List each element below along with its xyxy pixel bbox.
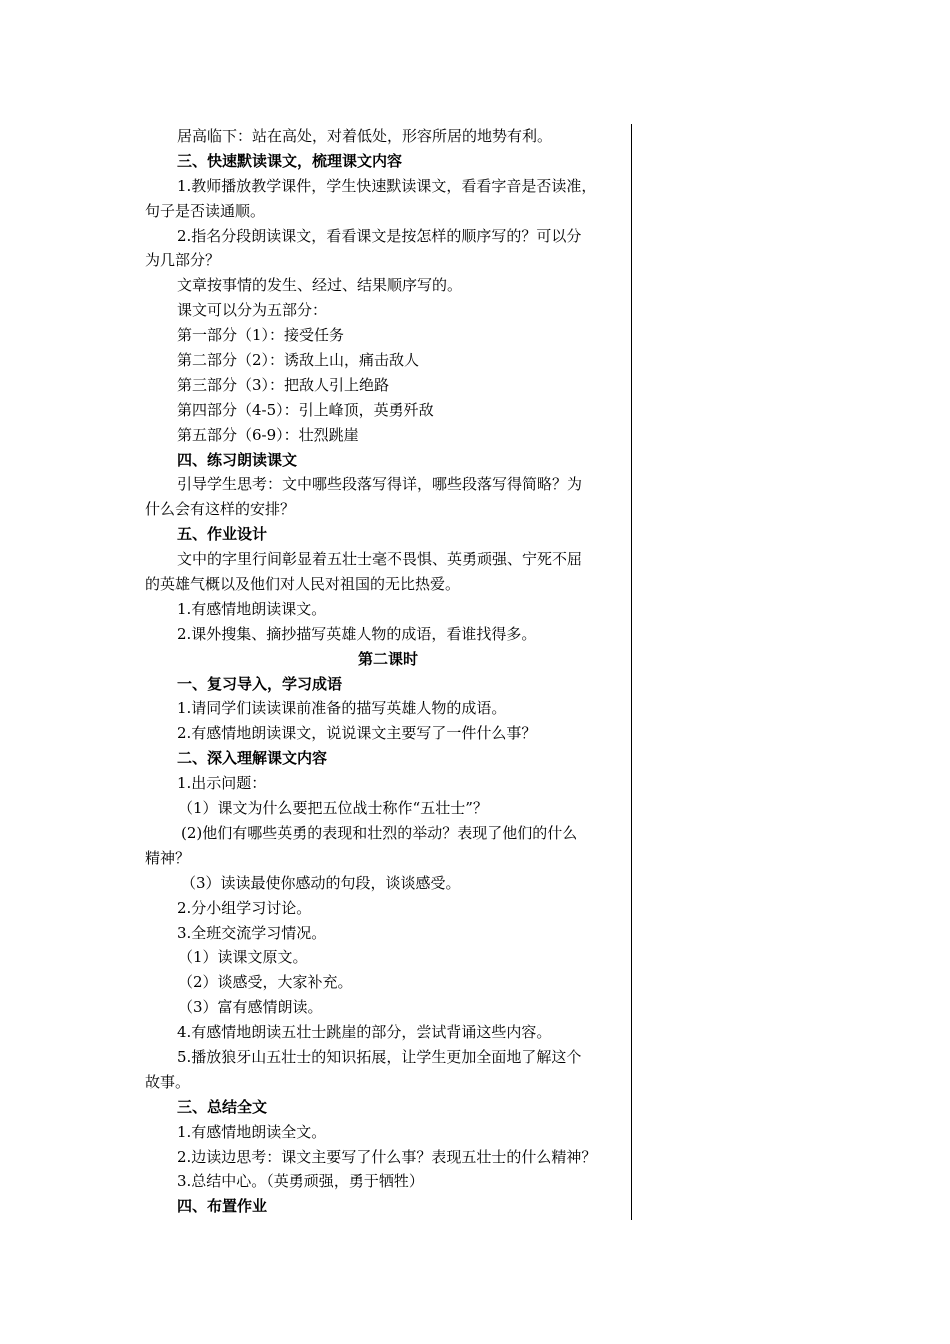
section-heading: 二、深入理解课文内容	[177, 749, 328, 768]
text-line: 引导学生思考：文中哪些段落写得详，哪些段落写得简略？为	[177, 475, 583, 494]
text-line: 第四部分（4-5）：引上峰顶，英勇歼敌	[177, 400, 434, 419]
text-line: 3.全班交流学习情况。	[177, 923, 327, 942]
section-heading: 三、总结全文	[177, 1097, 268, 1116]
text-line: 文章按事情的发生、经过、结果顺序写的。	[177, 276, 463, 295]
text-line: 5.播放狼牙山五壮士的知识拓展，让学生更加全面地了解这个	[177, 1047, 582, 1066]
text-line: 居高临下：站在高处，对着低处，形容所居的地势有利。	[177, 127, 553, 145]
text-line: 什么会有这样的安排？	[145, 500, 296, 519]
text-line: 1.教师播放教学课件，学生快速默读课文，看看字音是否读准，	[177, 176, 597, 195]
text-line: 句子是否读通顺。	[145, 201, 266, 220]
text-line: 3.总结中心。（英勇顽强，勇于牺牲）	[177, 1172, 424, 1191]
text-line: （3）富有感情朗读。	[178, 998, 323, 1017]
text-line: 的英雄气概以及他们对人民对祖国的无比热爱。	[145, 575, 461, 594]
text-line: 1.请同学们读读课前准备的描写英雄人物的成语。	[177, 699, 507, 718]
text-line: 文中的字里行间彰显着五壮士毫不畏惧、英勇顽强、宁死不屈	[177, 550, 583, 569]
text-line: 1.有感情地朗读课文。	[177, 599, 327, 618]
text-line: 第三部分（3）：把敌人引上绝路	[177, 375, 390, 394]
text-line: 1.有感情地朗读全文。	[177, 1122, 327, 1141]
text-line: 故事。	[145, 1072, 191, 1091]
text-line: 为几部分？	[145, 251, 221, 270]
section-heading: 一、复习导入，学习成语	[177, 674, 343, 693]
section-heading: 五、作业设计	[177, 525, 268, 544]
text-line: （1）读课文原文。	[178, 948, 308, 967]
text-line: 第五部分（6-9）：壮烈跳崖	[177, 425, 359, 444]
text-line: 2.课外搜集、摘抄描写英雄人物的成语，看谁找得多。	[177, 624, 537, 643]
section-heading: 四、练习朗读课文	[177, 450, 298, 469]
section-heading: 三、快速默读课文，梳理课文内容	[177, 151, 403, 170]
section-heading: 四、布置作业	[177, 1197, 268, 1216]
text-line: 2.指名分段朗读课文，看看课文是按怎样的顺序写的？可以分	[177, 226, 582, 245]
text-line: （1）课文为什么要把五位战士称作“五壮士”？	[178, 799, 488, 818]
text-line: 2.分小组学习讨论。	[177, 898, 312, 917]
text-line: 第二部分（2）：诱敌上山，痛击敌人	[177, 351, 420, 370]
text-line: 第一部分（1）：接受任务	[177, 326, 345, 345]
text-line: 2.有感情地朗读课文，说说课文主要写了一件什么事？	[177, 724, 537, 743]
section-heading: 第二课时	[357, 649, 418, 668]
text-line: (2)他们有哪些英勇的表现和壮烈的举动？表现了他们的什么	[181, 823, 578, 842]
text-line: 课文可以分为五部分：	[177, 301, 328, 320]
text-line: 4.有感情地朗读五壮士跳崖的部分，尝试背诵这些内容。	[177, 1023, 552, 1042]
document-body	[145, 124, 631, 1219]
text-line: 2.边读边思考：课文主要写了什么事？表现五壮士的什么精神？	[177, 1147, 597, 1166]
text-line: （2）谈感受，大家补充。	[178, 973, 353, 992]
text-line: 精神？	[145, 848, 191, 867]
table-border-line	[631, 124, 632, 1220]
text-line: （3）读读最使你感动的句段，谈谈感受。	[181, 873, 461, 892]
text-line: 1.出示问题：	[177, 774, 267, 793]
